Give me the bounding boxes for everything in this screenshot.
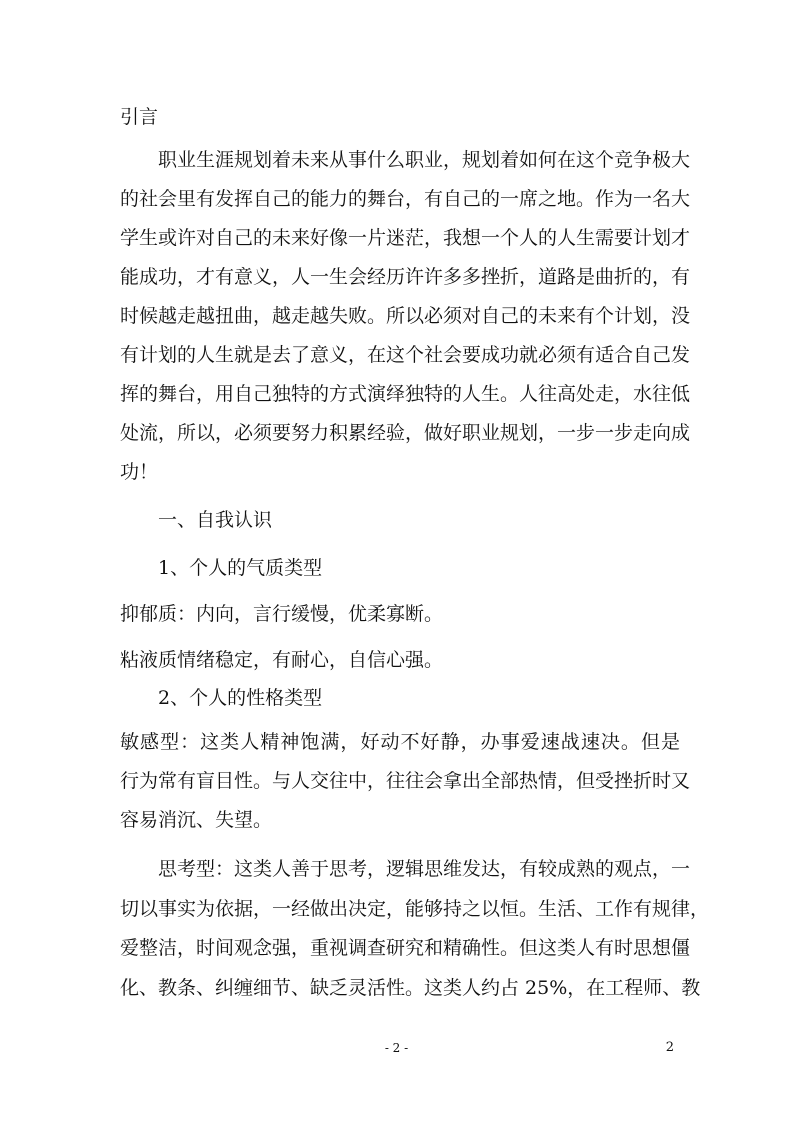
paragraph-line: 有计划的人生就是去了意义，在这个社会要成功就必须有适合自己发 <box>120 344 691 366</box>
temperament-line: 抑郁质：内向，言行缓慢，优柔寡断。 <box>120 603 444 625</box>
paragraph-line: 学生或许对自己的未来好像一片迷茫，我想一个人的人生需要计划才 <box>120 227 691 249</box>
paragraph-line: 能成功，才有意义，人一生会经历许许多多挫折，道路是曲折的，有 <box>120 266 691 288</box>
paragraph-line: 容易消沉、失望。 <box>120 809 273 831</box>
paragraph-line: 的社会里有发挥自己的能力的舞台，有自己的一席之地。作为一名大 <box>120 188 691 210</box>
paragraph-line: 爱整洁，时间观念强，重视调查研究和精确性。但这类人有时思想僵 <box>120 937 691 959</box>
paragraph-line: 功！ <box>120 461 159 483</box>
paragraph-line: 时候越走越扭曲，越走越失败。所以必须对自己的未来有个计划，没 <box>120 305 691 327</box>
paragraph-line: 思考型：这类人善于思考，逻辑思维发达，有较成熟的观点，一 <box>158 858 691 880</box>
temperament-line: 粘液质情绪稳定，有耐心，自信心强。 <box>120 649 444 671</box>
paragraph-line: 切以事实为依据，一经做出决定，能够持之以恒。生活、工作有规律， <box>120 898 710 920</box>
paragraph-line: 处流，所以，必须要努力积累经验，做好职业规划，一步一步走向成 <box>120 422 691 444</box>
heading-intro: 引言 <box>120 106 159 128</box>
paragraph-line: 敏感型：这类人精神饱满，好动不好静，办事爱速战速决。但是 <box>120 731 680 753</box>
subsection-heading: 2、个人的性格类型 <box>158 687 323 709</box>
subsection-heading: 1、个人的气质类型 <box>158 557 323 579</box>
paragraph-line: 行为常有盲目性。与人交往中，往往会拿出全部热情，但受挫折时又 <box>120 770 691 792</box>
page-number-center: - 2 - <box>384 1041 409 1055</box>
section-heading: 一、自我认识 <box>158 509 273 531</box>
page-number-right: 2 <box>665 1040 674 1055</box>
paragraph-line: 化、教条、纠缠细节、缺乏灵活性。这类人约占 25%，在工程师、教 <box>120 977 701 999</box>
paragraph-line: 职业生涯规划着未来从事什么职业，规划着如何在这个竞争极大 <box>158 149 691 171</box>
paragraph-line: 挥的舞台，用自己独特的方式演绎独特的人生。人往高处走，水往低 <box>120 383 691 405</box>
